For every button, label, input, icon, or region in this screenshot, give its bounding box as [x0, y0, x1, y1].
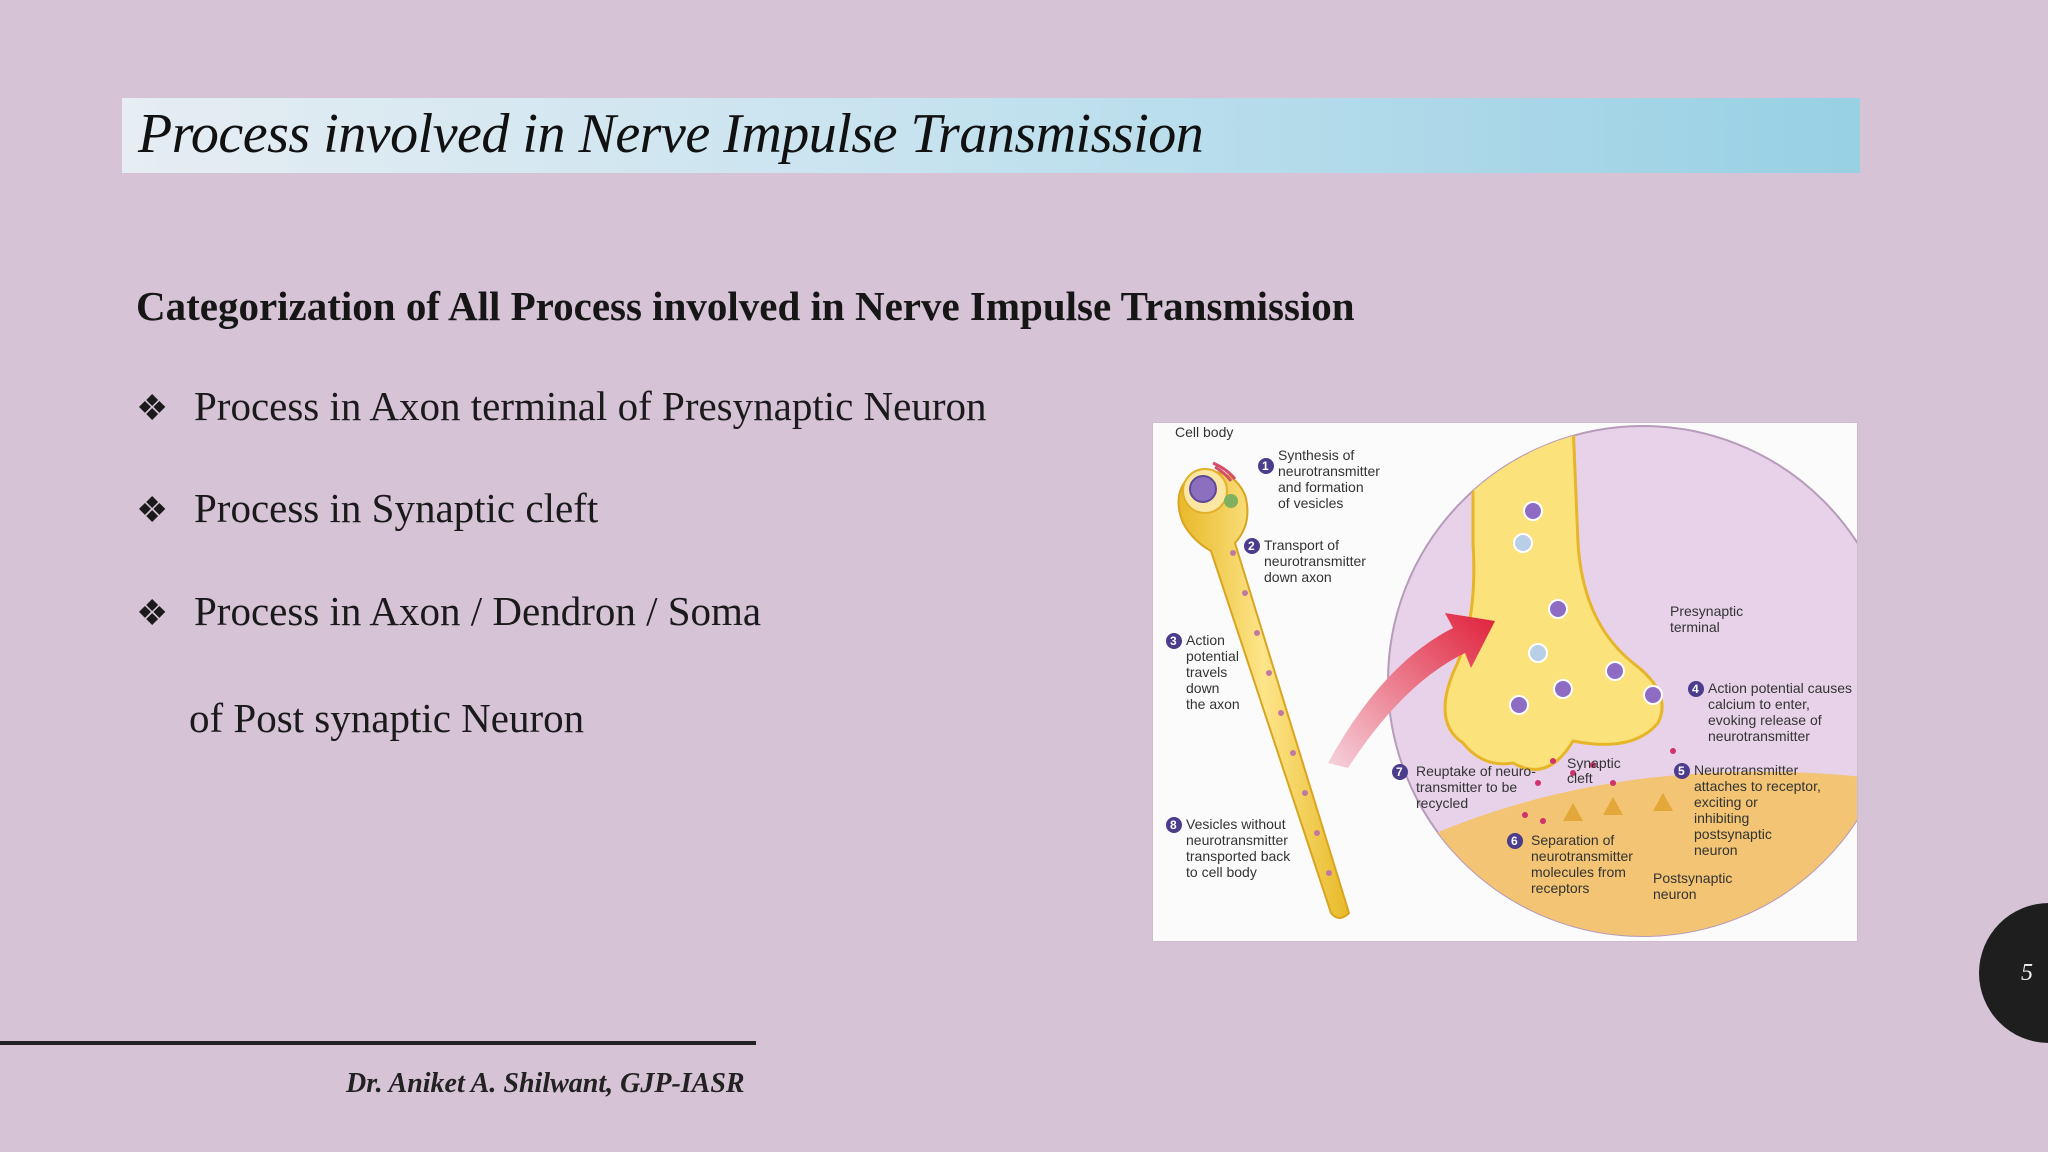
label-step5: Neurotransmitter attaches to receptor, exciting or inhibiting postsynaptic neuron	[1694, 762, 1821, 858]
bullet-item-2	[136, 484, 598, 532]
title-bar	[122, 98, 1860, 173]
bullet-diamond-icon: ❖	[136, 490, 169, 530]
label-cell-body: Cell body	[1175, 424, 1234, 440]
footer-divider	[0, 1041, 756, 1045]
slide-title: Process involved in Nerve Impulse Transmission	[138, 103, 1204, 165]
label-step6: Separation of neurotransmitter molecules from receptors	[1531, 832, 1633, 896]
label-step4: Action potential causes calcium to enter, evoking release of neurotransmitter	[1708, 680, 1852, 744]
bullet-text: Process in Axon terminal of Presynaptic Neuron	[194, 383, 987, 429]
label-step3: Action potential travels down the axon	[1186, 632, 1240, 712]
label-synaptic-cleft: Synaptic cleft	[1567, 755, 1621, 786]
page-number-badge	[1979, 903, 2048, 1043]
label-step8: Vesicles without neurotransmitter transported back to cell body	[1186, 816, 1291, 880]
bullet-item-1	[136, 382, 987, 430]
bullet-diamond-icon: ❖	[136, 593, 169, 633]
synapse-diagram	[1153, 423, 1857, 941]
svg-text:2: 2	[1248, 539, 1255, 553]
svg-text:7: 7	[1396, 765, 1403, 779]
label-presynaptic: Presynaptic terminal	[1670, 603, 1744, 635]
svg-text:1: 1	[1262, 459, 1269, 473]
svg-text:3: 3	[1170, 634, 1177, 648]
svg-text:4: 4	[1692, 682, 1699, 696]
svg-text:8: 8	[1170, 818, 1177, 832]
bullet-item-3	[136, 587, 761, 635]
nucleus	[1190, 476, 1216, 502]
svg-text:5: 5	[1678, 764, 1685, 778]
bullet-continuation: of Post synaptic Neuron	[189, 695, 585, 741]
bullet-text: Process in Axon / Dendron / Soma	[194, 588, 762, 634]
svg-text:6: 6	[1511, 834, 1518, 848]
label-step7: Reuptake of neuro- transmitter to be recycled	[1416, 763, 1536, 811]
label-step2: Transport of neurotransmitter down axon	[1264, 537, 1366, 585]
page-number: 5	[2021, 960, 2033, 986]
footer-author: Dr. Aniket A. Shilwant, GJP-IASR	[346, 1068, 745, 1099]
synapse-illustration	[1153, 423, 1857, 941]
bullet-diamond-icon: ❖	[136, 388, 169, 428]
bullet-text: Process in Synaptic cleft	[194, 485, 599, 531]
label-postsynaptic: Postsynaptic neuron	[1653, 870, 1733, 902]
label-step1: Synthesis of neurotransmitter and formation of vesicles	[1278, 447, 1380, 511]
slide-subtitle: Categorization of All Process involved in Nerve Impulse Transmission	[136, 283, 1355, 329]
